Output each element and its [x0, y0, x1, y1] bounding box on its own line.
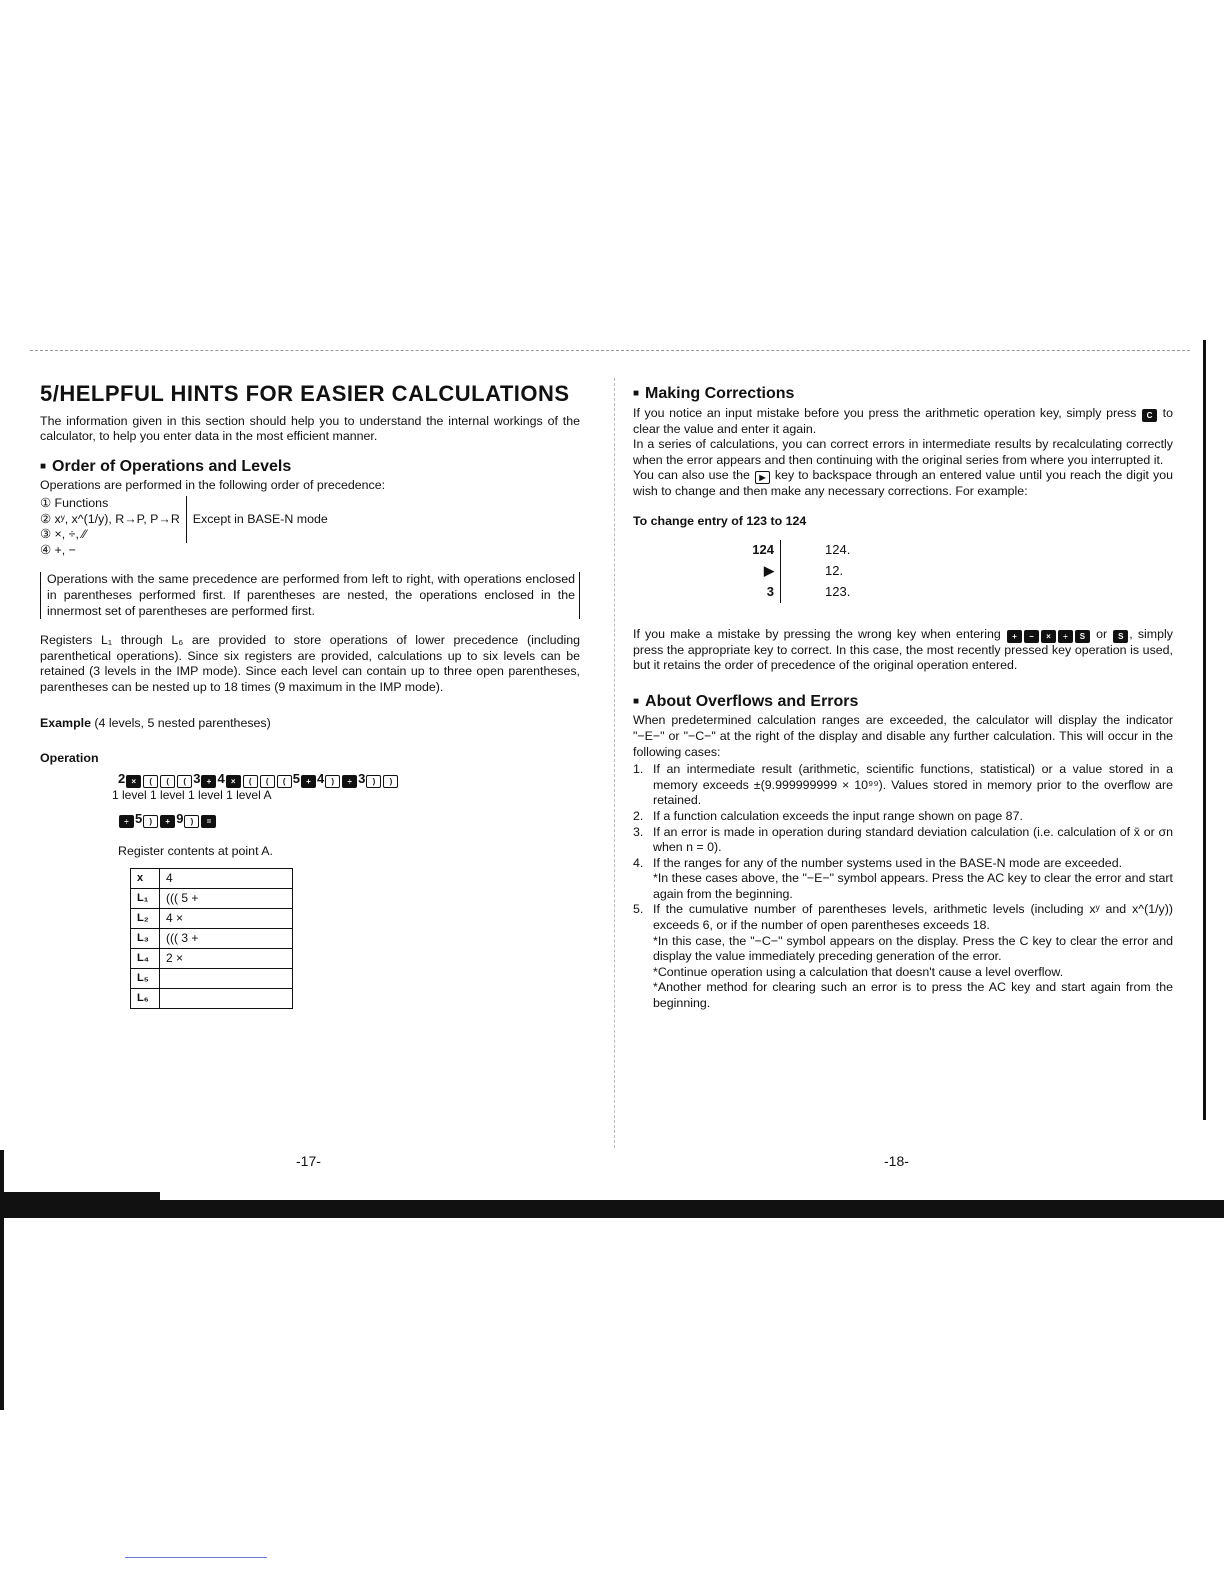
precedence-item: ③ ×, ÷, ⁄⁄ — [40, 527, 87, 542]
list-item: 2. If a function calculation exceeds the input range shown on page 87. — [633, 808, 1023, 823]
divide-key-icon: ÷ — [119, 815, 134, 828]
precedence-item: ④ +, − — [40, 542, 76, 557]
list-item — [633, 871, 1173, 902]
page-17 — [40, 380, 580, 1009]
corrections-p1: If you notice an input mistake before you press the arithmetic operation key, simply press C to clear the value and enter it again. — [633, 405, 1173, 436]
shift-key-icon: S — [1075, 630, 1090, 643]
list-item — [633, 934, 1173, 965]
corrections-heading: ■ Making Corrections — [633, 385, 795, 402]
open-paren-key-icon: ( — [260, 775, 275, 788]
shift-key-icon: S — [1113, 630, 1128, 643]
note-5c: *Another method for clearing such an error is to press the AC key and start again from the beginning. — [653, 980, 1173, 1011]
mistake-paragraph: If you make a mistake by pressing the wrong key when entering + − × ÷ S or S , simply press the appropriate key to correct. In this case, the most recently pressed key operation is used, but it retains the order of precedence of the original operation entered. — [633, 626, 1173, 673]
table-row: ▶ 12. — [738, 561, 981, 582]
list-item: 1. If an intermediate result (arithmetic, scientific functions, statistical) or a value stored in a memory exceeds ±(9.999999999 × 10⁹⁹). Values stored in memory prior to the overflow are retained. — [633, 762, 1173, 808]
table-row: L₆ — [131, 988, 293, 1008]
close-paren-key-icon: ) — [184, 815, 199, 828]
note-5a: *In this case, the "−C−" symbol appears on the display. Press the C key to clear the error and display the value immediately preceding generation of the error. — [653, 933, 1173, 964]
register-caption: Register contents at point A. — [118, 844, 273, 859]
change-label: To change entry of 123 to 124 — [633, 513, 807, 528]
blue-rule — [125, 1557, 267, 1558]
overflow-heading: ■ About Overflows and Errors — [633, 692, 859, 710]
divide-key-icon: ÷ — [342, 775, 357, 788]
scan-edge-right — [1203, 340, 1206, 1120]
clear-key-icon: C — [1142, 409, 1157, 422]
plus-key-icon: + — [1007, 630, 1022, 643]
correction-example — [633, 540, 1173, 603]
square-bullet-icon: ■ — [40, 460, 47, 472]
precedence-list — [40, 496, 580, 543]
registers-paragraph: Registers L₁ through L₆ are provided to store operations of lower precedence (including parenthetical operations). Since six registers are provided, calculations up to six levels can be retained (3 levels in the IMP mode). Since each level can contain up to three open parentheses, parentheses can be nested up to 18 times (9 maximum in the IMP mode). — [40, 633, 580, 694]
close-paren-key-icon: ) — [143, 815, 158, 828]
open-paren-key-icon: ( — [177, 775, 192, 788]
page-number-right: -18- — [884, 1153, 909, 1169]
multiply-key-icon: × — [226, 775, 241, 788]
close-paren-key-icon: ) — [366, 775, 381, 788]
minus-key-icon: − — [1024, 630, 1039, 643]
list-item: 3. If an error is made in operation during standard deviation calculation (i.e. calculation of x̄ or σn when n = 0). — [633, 824, 1173, 855]
list-item: 5. If the cumulative number of parentheses levels, arithmetic levels (including xʸ and x^(1/y)) exceeds 6, or if the number of open parentheses exceeds 18. — [633, 902, 1173, 933]
equals-key-icon: = — [201, 815, 216, 828]
key-sequence: 2 × ( ( ( 3 + 4 × ( ( ( 5 + 4 ) ÷ 3 ) ) — [118, 771, 580, 788]
section-title: 5/HELPFUL HINTS FOR EASIER CALCULATIONS — [40, 381, 570, 406]
example-line: Example (4 levels, 5 nested parentheses) — [40, 715, 271, 730]
open-paren-key-icon: ( — [243, 775, 258, 788]
except-label: Except in BASE-N mode — [192, 511, 328, 526]
note-4: *In these cases above, the "−E−" symbol appears. Press the AC key to clear the error and start again from the beginning. — [653, 871, 1173, 901]
plus-key-icon: + — [201, 775, 216, 788]
multiply-key-icon: × — [126, 775, 141, 788]
square-bullet-icon: ■ — [633, 388, 640, 399]
open-paren-key-icon: ( — [160, 775, 175, 788]
list-item — [633, 965, 1173, 981]
note-5b: *Continue operation using a calculation that doesn't cause a level overflow. — [653, 964, 1064, 979]
plus-key-icon: + — [160, 815, 175, 828]
page-number-left: -17- — [296, 1153, 321, 1169]
register-table — [130, 868, 293, 1009]
list-item: 4. If the ranges for any of the number systems used in the BASE-N mode are exceeded. — [633, 855, 1123, 870]
table-row: L₅ — [131, 968, 293, 988]
backspace-key-icon: ▶ — [755, 471, 770, 484]
open-paren-key-icon: ( — [143, 775, 158, 788]
open-paren-key-icon: ( — [277, 775, 292, 788]
intro-paragraph: The information given in this section should help you to understand the internal workings of the calculator, to help you enter data in the most efficient manner. — [40, 413, 580, 444]
page-18 — [633, 380, 1173, 1012]
square-bullet-icon: ■ — [633, 695, 640, 707]
table-row: x 4 — [131, 868, 293, 888]
table-row: L₄ 2 × — [131, 948, 293, 968]
overflow-intro: When predetermined calculation ranges are exceeded, the calculator will display the indicator "−E−" or "−C−" at the right of the display and disable any further calculation. This will occur in the following cases: — [633, 713, 1173, 759]
scan-edge-left — [0, 1150, 4, 1410]
close-paren-key-icon: ) — [383, 775, 398, 788]
page-gutter — [614, 378, 615, 1148]
table-row: 124 124. — [738, 540, 981, 561]
scan-edge-bottom — [0, 1200, 1224, 1218]
error-cases-list — [633, 762, 1173, 1012]
table-row: L₃ ((( 3 + — [131, 928, 293, 948]
table-row: L₂ 4 × — [131, 908, 293, 928]
divide-key-icon: ÷ — [1058, 630, 1073, 643]
plus-key-icon: + — [301, 775, 316, 788]
key-sequence-2: ÷ 5 ) + 9 ) = — [118, 811, 580, 828]
operation-label: Operation — [40, 751, 99, 766]
order-heading: ■ Order of Operations and Levels — [40, 457, 292, 475]
close-paren-key-icon: ) — [325, 775, 340, 788]
multiply-key-icon: × — [1041, 630, 1056, 643]
order-intro: Operations are performed in the following order of precedence: — [40, 478, 386, 493]
list-item — [633, 980, 1173, 1011]
precedence-item: ① Functions — [40, 495, 109, 510]
boxed-note: Operations with the same precedence are performed from left to right, with operations enclosed in parentheses performed first. If parentheses are nested, the operations enclosed in the innermost set of parentheses are performed first. — [40, 572, 580, 619]
table-row: L₁ ((( 5 + — [131, 888, 293, 908]
corrections-p2: In a series of calculations, you can correct errors in intermediate results by recalculating correctly when the error appears and then continuing with the original series from where you interrupted it. — [633, 437, 1173, 467]
table-row: 3 123. — [738, 582, 981, 603]
corrections-p3: You can also use the ▶ key to backspace through an entered value until you reach the digit you wish to change and then make any necessary corrections. For example: — [633, 468, 1173, 499]
precedence-item: ② xʸ, x^(1/y), R→P, P→R — [40, 511, 180, 526]
levels-caption: 1 level 1 level 1 level 1 level A — [112, 787, 272, 802]
top-scan-rule — [30, 350, 1190, 351]
